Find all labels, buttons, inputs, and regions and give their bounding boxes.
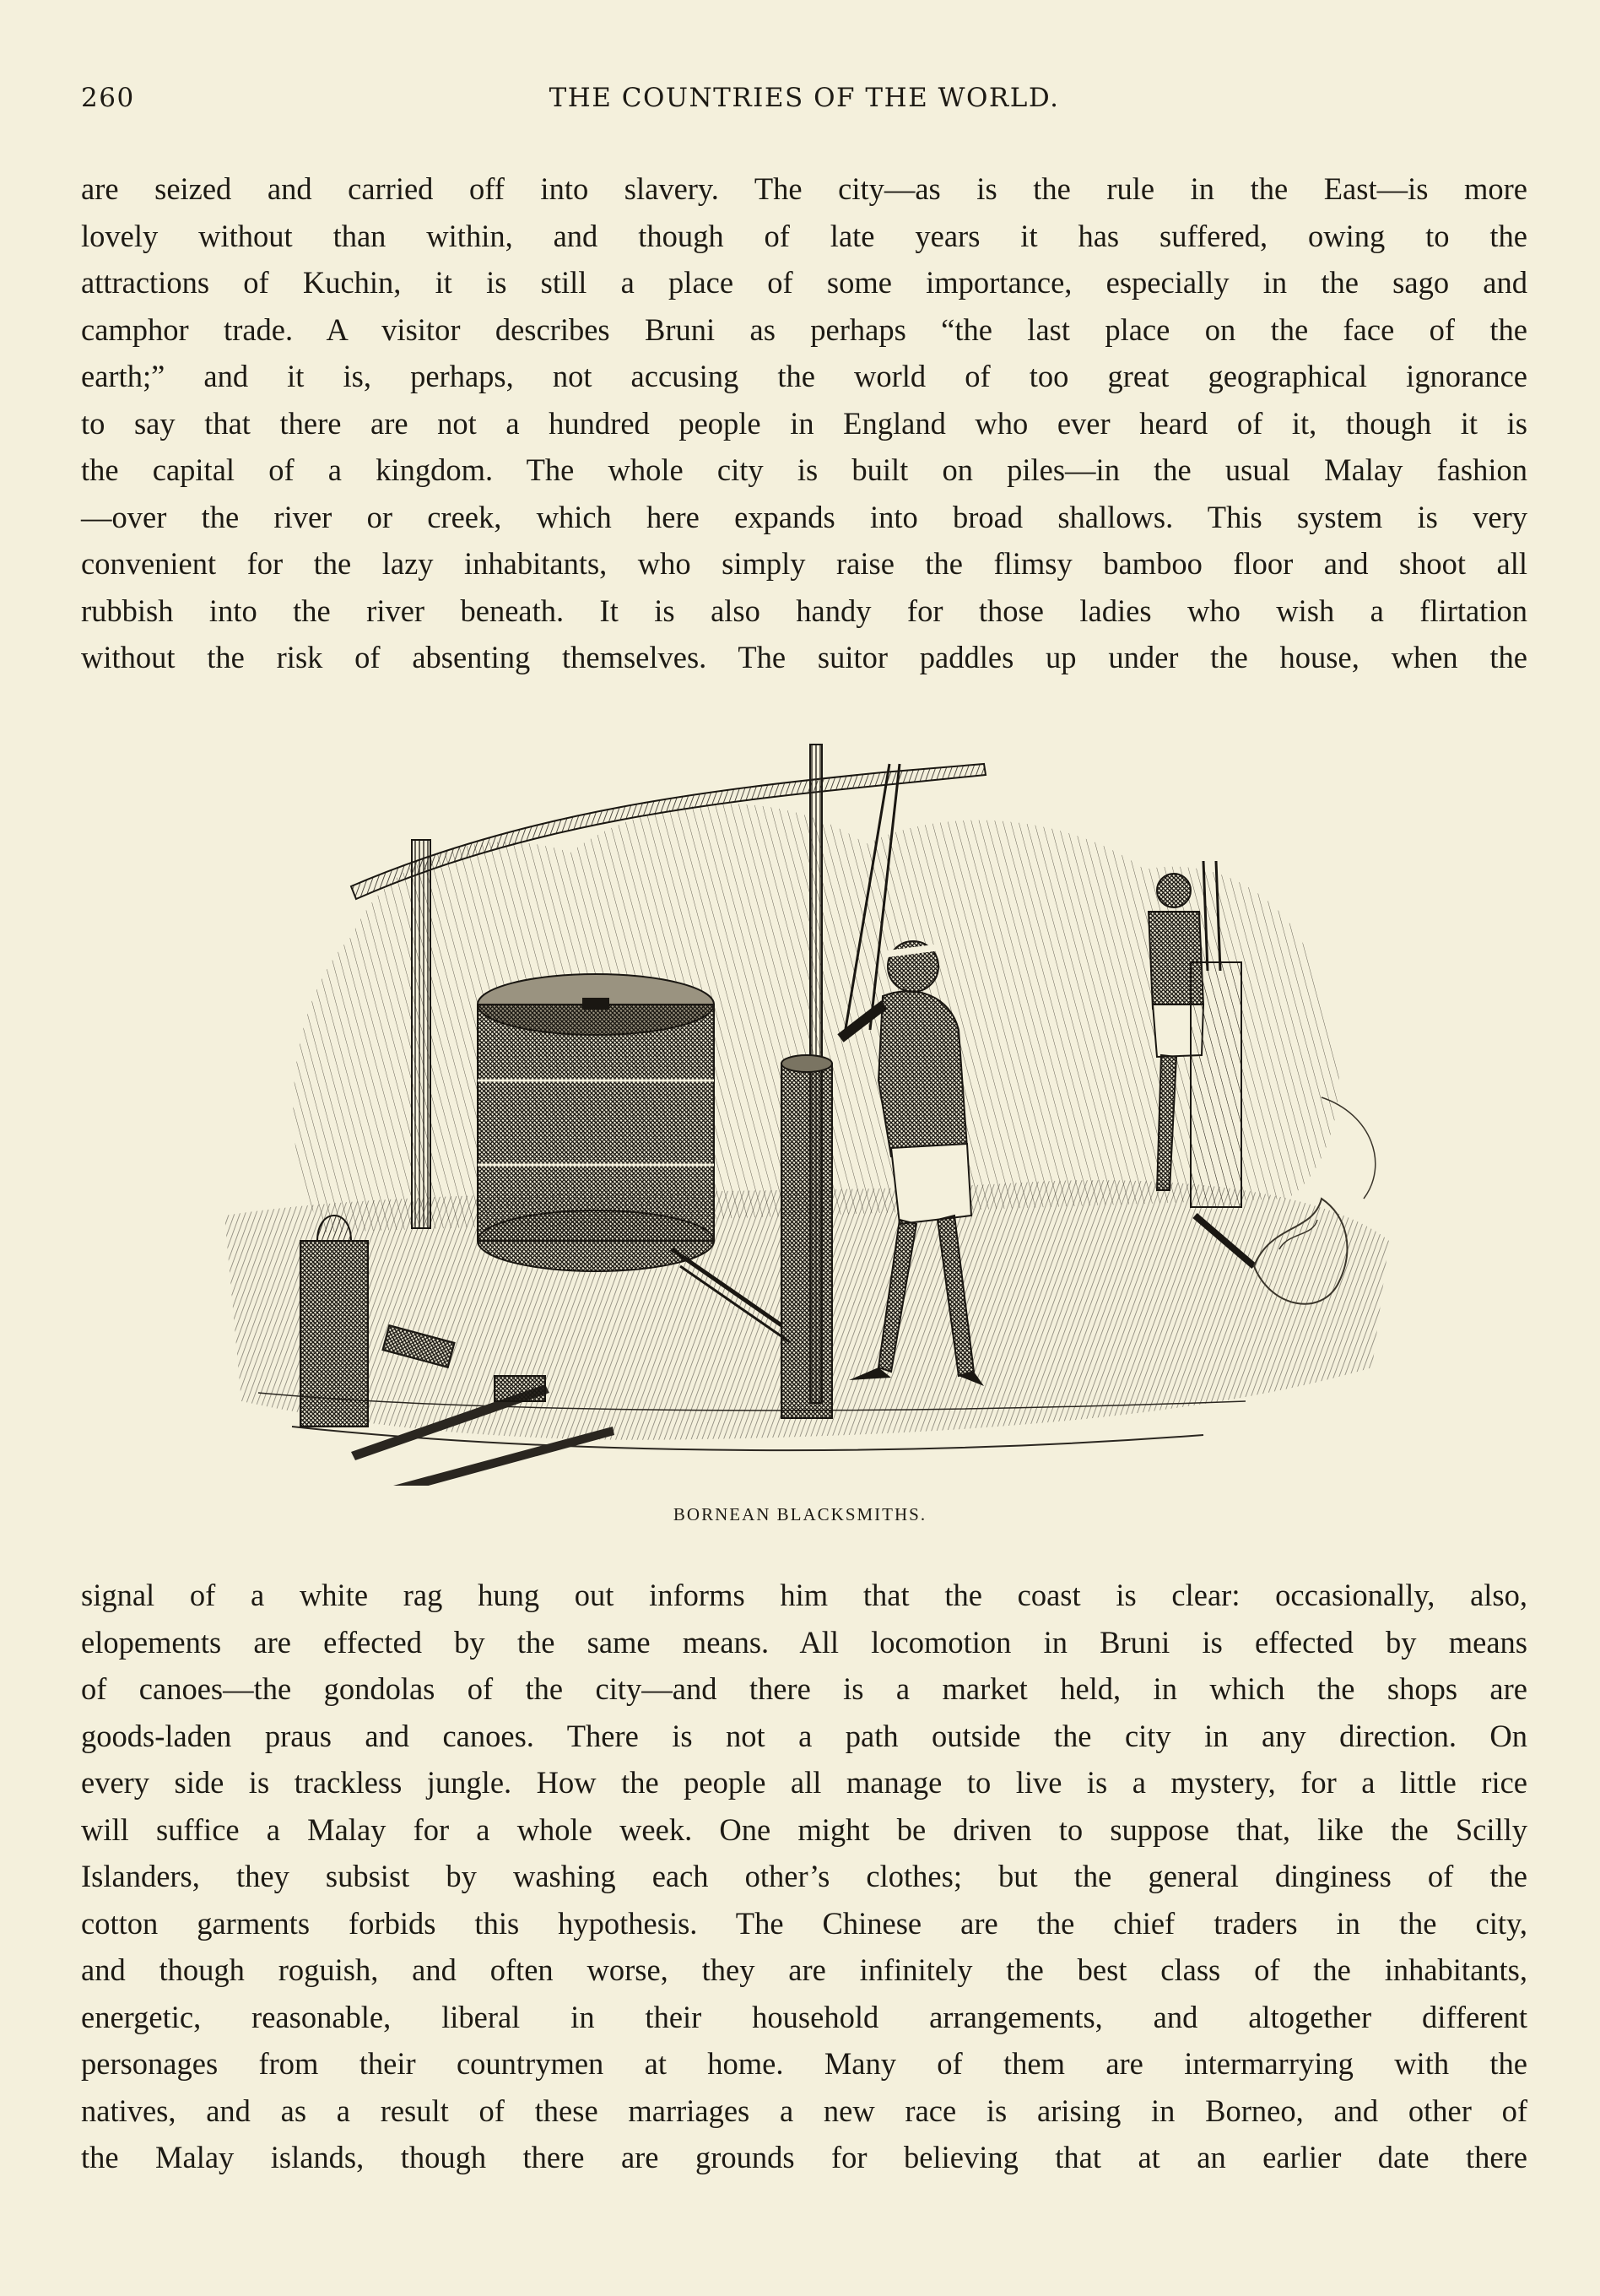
page-number: 260 bbox=[81, 83, 135, 113]
text-line: natives, and as a result of these marriages a new race is arising in Borneo, and other of bbox=[81, 2093, 1527, 2128]
text-line: cotton garments forbids this hypothesis. The Chinese are the chief traders in the city, bbox=[81, 1905, 1527, 1941]
text-line: to say that there are not a hundred people in England who ever heard of it, though it is bbox=[81, 405, 1527, 441]
text-line: elopements are effected by the same means. All locomotion in Bruni is effected by means bbox=[81, 1624, 1527, 1660]
text-line: the Malay islands, though there are grounds for believing that at an earlier date there bbox=[81, 2140, 1527, 2174]
piston-cylinder bbox=[781, 1055, 832, 1418]
text-line: rubbish into the river beneath. It is also handy for those ladies who wish a flirtation bbox=[81, 593, 1527, 628]
text-line: every side is trackless jungle. How the people all manage to live is a mystery, for a little rice bbox=[81, 1765, 1527, 1800]
running-title: THE COUNTRIES OF THE WORLD. bbox=[549, 83, 1060, 113]
text-line: lovely without than within, and though of late years it has suffered, owing to the bbox=[81, 218, 1527, 253]
text-line: of canoes—the gondolas of the city—and there is a market held, in which the shops are bbox=[81, 1671, 1527, 1706]
blacksmiths-engraving bbox=[191, 726, 1406, 1486]
text-line: and though roguish, and often worse, they are infinitely the best class of the inhabitants, bbox=[81, 1952, 1527, 1987]
text-line: earth;” and it is, perhaps, not accusing the world of too great geographical ignorance bbox=[81, 359, 1527, 393]
text-line: the capital of a kingdom. The whole city is built on piles—in the usual Malay fashion bbox=[81, 452, 1527, 487]
paragraph-top bbox=[81, 165, 1527, 681]
figure-caption: BORNEAN BLACKSMITHS. bbox=[673, 1504, 927, 1524]
text-line: goods-laden praus and canoes. There is not a path outside the city in any direction. On bbox=[81, 1718, 1527, 1753]
page-header bbox=[81, 83, 1527, 125]
text-line: personages from their countrymen at home. Many of them are intermarrying with the bbox=[81, 2046, 1527, 2081]
barrel bbox=[478, 974, 714, 1271]
text-line: Islanders, they subsist by washing each other’s clothes; but the general dinginess of the bbox=[81, 1859, 1527, 1893]
text-line: —over the river or creek, which here expands into broad shallows. This system is very bbox=[81, 499, 1527, 534]
text-line: are seized and carried off into slavery. The city—as is the rule in the East—is more bbox=[81, 171, 1527, 206]
text-line: signal of a white rag hung out informs him that the coast is clear: occasionally, also, bbox=[81, 1578, 1527, 1612]
engraving-illustration bbox=[191, 726, 1406, 1486]
paragraph-bottom bbox=[81, 1572, 1527, 2181]
text-line: energetic, reasonable, liberal in their household arrangements, and altogether different bbox=[81, 1999, 1527, 2034]
text-line: without the risk of absenting themselves. The suitor paddles up under the house, when the bbox=[81, 640, 1527, 674]
text-line: attractions of Kuchin, it is still a place of some importance, especially in the sago and bbox=[81, 265, 1527, 300]
text-line: will suffice a Malay for a whole week. One might be driven to suppose that, like the Scilly bbox=[81, 1811, 1527, 1847]
text-line: convenient for the lazy inhabitants, who simply raise the flimsy bamboo floor and shoot all bbox=[81, 546, 1527, 581]
text-line: camphor trade. A visitor describes Bruni as perhaps “the last place on the face of the bbox=[81, 311, 1527, 347]
